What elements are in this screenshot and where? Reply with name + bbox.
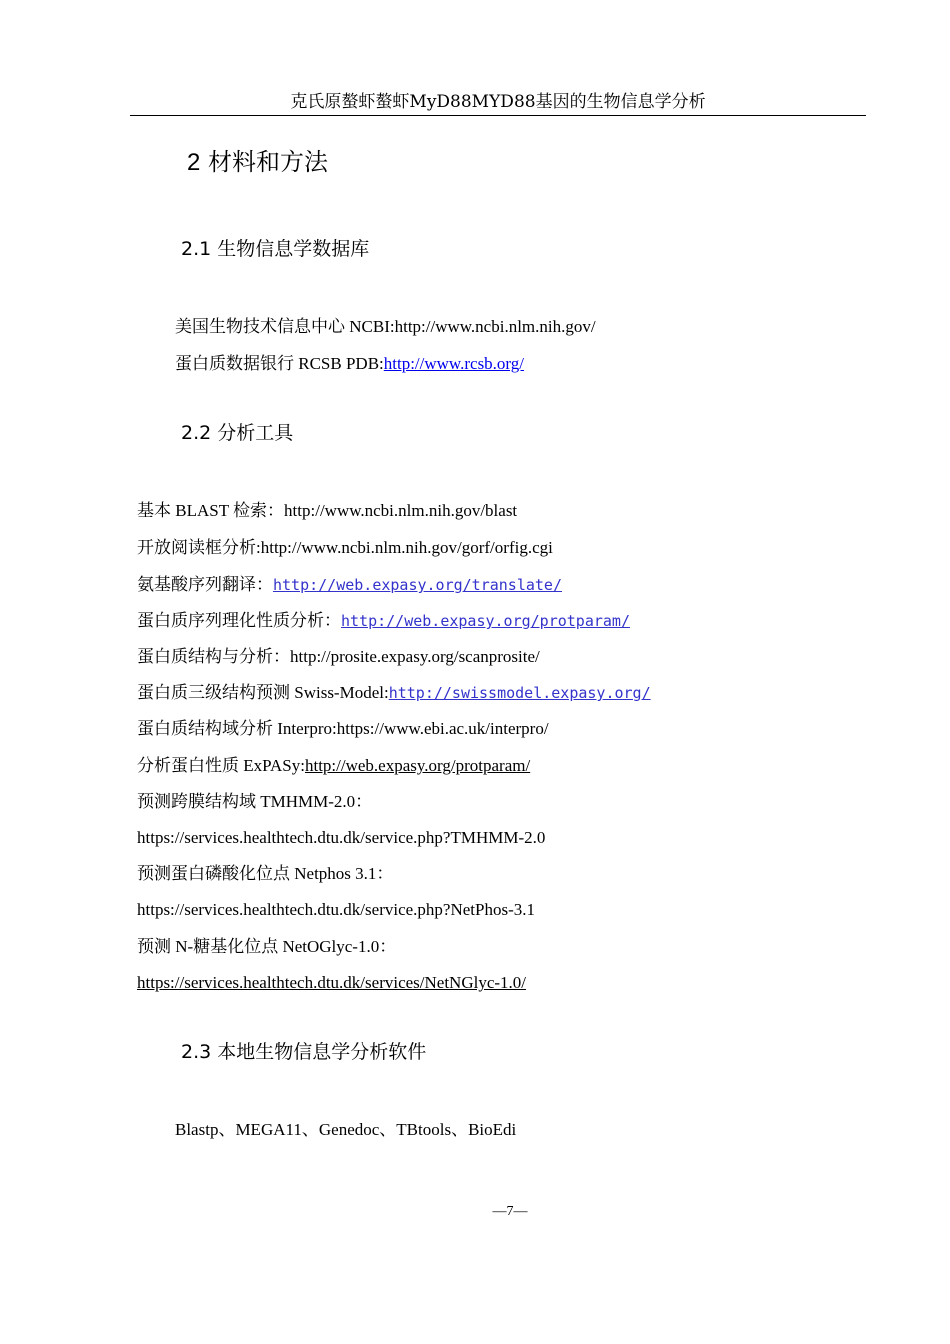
tool-label: 蛋白质结构与分析：	[137, 647, 290, 666]
section-2-heading	[187, 147, 328, 178]
tool-item-blast	[137, 500, 517, 522]
rcsb-link[interactable]: http://www.rcsb.org/	[383, 354, 525, 373]
page-number: —7—	[492, 1204, 528, 1219]
tool-label: 蛋白质三级结构预测 Swiss-Model:	[137, 683, 389, 702]
database-item-rcsb	[175, 353, 524, 375]
tool-label: 蛋白质序列理化性质分析：	[137, 611, 341, 630]
tool-url: http://www.ncbi.nlm.nih.gov/blast	[284, 501, 518, 520]
section-2-2-heading: 2.2 分析工具	[181, 422, 294, 444]
tool-item-interpro	[137, 718, 549, 740]
database-label: 蛋白质数据银行 RCSB PDB:	[175, 354, 384, 373]
tool-item-protparam	[137, 610, 630, 632]
tool-url: http://prosite.expasy.org/scanprosite/	[290, 647, 540, 666]
database-url: http://www.ncbi.nlm.nih.gov/	[394, 317, 596, 336]
software-list: Blastp、MEGA11、Genedoc、TBtools、BioEdi	[175, 1120, 517, 1139]
tool-label: 基本 BLAST 检索：	[137, 501, 285, 520]
page-header-title: 克氏原螯虾螯虾MyD88MYD88基因的生物信息学分析	[290, 92, 706, 112]
tool-label: 分析蛋白性质 ExPASy:	[137, 756, 305, 775]
swissmodel-link[interactable]: http://swissmodel.expasy.org/	[388, 684, 651, 702]
section-2-3-heading: 2.3 本地生物信息学分析软件	[181, 1041, 427, 1063]
database-label: 美国生物技术信息中心 NCBI:	[175, 317, 395, 336]
section-2-1-heading: 2.1 生物信息学数据库	[181, 238, 370, 260]
tool-item-netphos-label: 预测蛋白磷酸化位点 Netphos 3.1：	[137, 864, 394, 883]
tool-label: 氨基酸序列翻译：	[137, 575, 273, 594]
protparam-link[interactable]: http://web.expasy.org/protparam/	[341, 612, 630, 630]
tool-item-tmhmm-label: 预测跨膜结构域 TMHMM-2.0：	[137, 792, 373, 811]
database-item-ncbi	[175, 316, 596, 338]
tool-item-tmhmm-url: https://services.healthtech.dtu.dk/service.php?TMHMM-2.0	[137, 828, 546, 847]
tool-label: 开放阅读框分析:	[137, 538, 261, 557]
tool-url: https://www.ebi.ac.uk/interpro/	[336, 719, 549, 738]
section-2-title: 材料和方法	[208, 148, 328, 176]
expasy-link[interactable]: http://web.expasy.org/protparam/	[304, 756, 531, 775]
section-2-number: 2	[187, 149, 201, 176]
tool-item-netnglyc-url-row	[137, 972, 526, 994]
header-divider	[130, 115, 866, 116]
tool-item-netnglyc-label: 预测 N-糖基化位点 NetOGlyc-1.0：	[137, 937, 397, 956]
tool-label: 蛋白质结构域分析 Interpro:	[137, 719, 337, 738]
tool-url: http://www.ncbi.nlm.nih.gov/gorf/orfig.cgi	[260, 538, 553, 557]
tool-item-expasy	[137, 755, 530, 777]
tool-item-orf	[137, 537, 553, 559]
tool-item-translate	[137, 574, 562, 596]
tool-item-swissmodel	[137, 682, 651, 704]
netnglyc-link[interactable]: https://services.healthtech.dtu.dk/services/NetNGlyc-1.0/	[137, 973, 527, 992]
translate-link[interactable]: http://web.expasy.org/translate/	[273, 576, 562, 594]
tool-item-netphos-url: https://services.healthtech.dtu.dk/service.php?NetPhos-3.1	[137, 900, 535, 919]
tool-item-prosite	[137, 646, 540, 668]
